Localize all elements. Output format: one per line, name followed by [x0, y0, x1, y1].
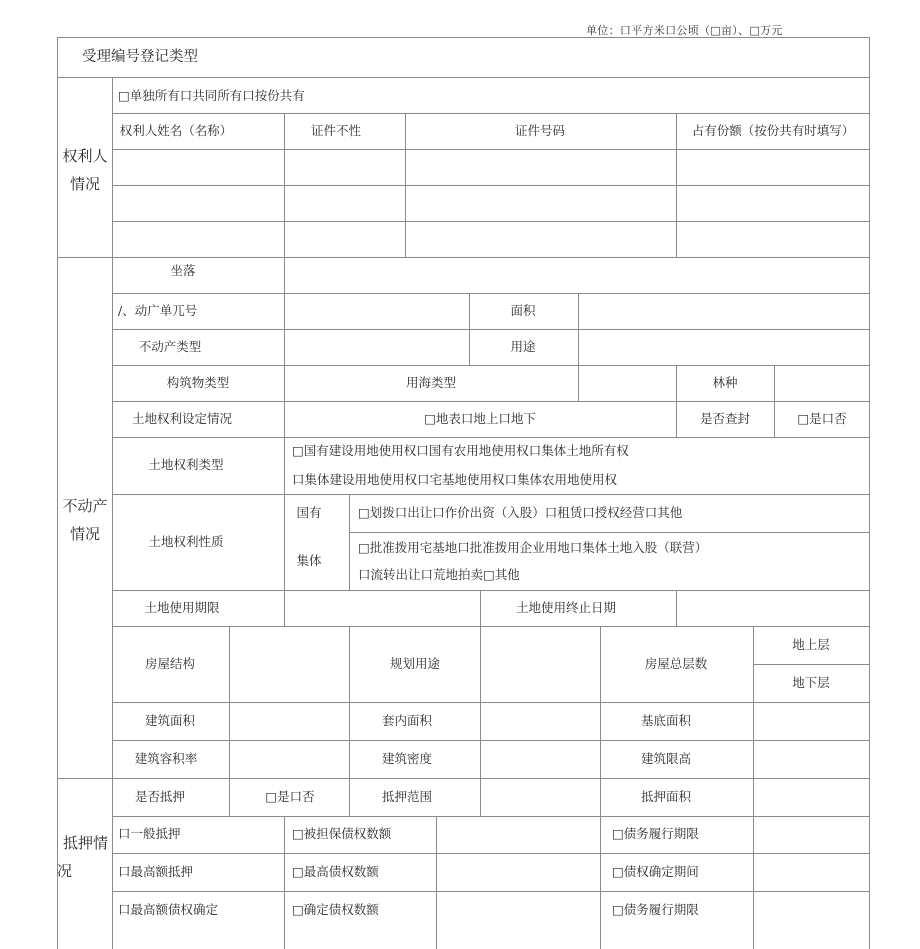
height-limit-label: 建筑限高 [640, 751, 692, 766]
owner-name-header: 权利人姓名（名称） [119, 123, 233, 138]
mortgage-area-label: 抵押面积 [640, 789, 692, 804]
seized-options[interactable]: □是口否 [797, 411, 847, 426]
max-claim-confirm-option[interactable]: 口最高额债权确定 [118, 902, 219, 917]
ownership-options[interactable]: □单独所有口共同所有口按份共有 [118, 88, 305, 103]
mortgage-section-label-line1: 抵押情 [63, 834, 109, 852]
area-label: 面积 [510, 303, 536, 318]
floors-below-label: 地下层 [792, 675, 830, 690]
max-claim-amount-option[interactable]: □最高债权数额 [292, 864, 379, 879]
cert-no-header: 证件号码 [514, 123, 566, 138]
general-mortgage-option[interactable]: 口一般抵押 [118, 826, 181, 841]
inner-area-label: 套内面积 [381, 713, 433, 728]
house-structure-label: 房屋结构 [144, 656, 196, 671]
seized-label: 是否查封 [699, 411, 751, 426]
land-use-term-label: 土地使用期限 [144, 600, 220, 615]
state-owned-options[interactable]: □划拨口出让口作价出资（入股）口租赁口授权经营口其他 [358, 505, 683, 520]
base-area-label: 基底面积 [640, 713, 692, 728]
collective-options-line2[interactable]: 口流转出让口荒地拍卖□其他 [358, 567, 520, 582]
collective-label: 集体 [296, 553, 322, 568]
usage-label: 用途 [510, 339, 536, 354]
claim-period-option[interactable]: □债权确定期间 [612, 864, 699, 879]
building-area-label: 建筑面积 [144, 713, 196, 728]
max-amount-mortgage-option[interactable]: 口最高额抵押 [118, 864, 194, 879]
property-section-label-line1: 不动产 [62, 497, 108, 515]
forest-type-label: 林种 [712, 375, 738, 390]
land-right-setting-options[interactable]: □地表口地上口地下 [424, 411, 536, 426]
owner-section-label-line2: 情况 [69, 175, 101, 193]
property-section-label-line2: 情况 [69, 525, 101, 543]
land-right-type-label: 土地权利类型 [148, 457, 224, 472]
collective-options-line1[interactable]: □批准拨用宅基地口批准拨用企业用地口集体土地入股（联营） [358, 540, 708, 555]
confirmed-amount-option[interactable]: □确定债权数额 [292, 902, 379, 917]
land-use-end-date-label: 土地使用终止日期 [515, 600, 617, 615]
structure-type-label: 构筑物类型 [166, 375, 230, 390]
location-label: 坐落 [170, 263, 196, 278]
property-type-label: 不动产类型 [138, 339, 202, 354]
mortgage-section-label-line2: 况 [57, 862, 73, 880]
building-density-label: 建筑密度 [381, 751, 433, 766]
outer-left-border [57, 37, 58, 949]
form-title: 受理编号登记类型 [82, 49, 198, 65]
outer-top-border [57, 37, 870, 38]
planned-use-label: 规划用途 [389, 656, 441, 671]
land-right-type-options-line2[interactable]: 口集体建设用地使用权口宅基地使用权口集体农用地使用权 [292, 472, 618, 487]
is-mortgaged-label: 是否抵押 [134, 789, 186, 804]
unit-note: 单位：口平方米口公顷（□亩）、□万元 [586, 24, 783, 37]
outer-right-border [869, 37, 870, 949]
floors-above-label: 地上层 [792, 637, 830, 652]
unit-no-label: /、动广单兀号 [118, 303, 198, 318]
land-right-type-options-line1[interactable]: □国有建设用地使用权口国有农用地使用权口集体土地所有权 [292, 443, 629, 458]
share-header: 占有份额（按份共有时填写） [691, 123, 855, 138]
is-mortgaged-options[interactable]: □是口否 [265, 789, 315, 804]
land-right-nature-label: 土地权利性质 [148, 534, 224, 549]
owner-section-label-line1: 权利人 [62, 147, 108, 165]
repay-term-option-2[interactable]: □债务履行期限 [612, 902, 699, 917]
state-owned-label: 国有 [296, 505, 322, 520]
mortgage-scope-label: 抵押范围 [381, 789, 433, 804]
secured-amount-option[interactable]: □被担保债权数额 [292, 826, 392, 841]
total-floors-label: 房屋总层数 [644, 656, 708, 671]
cert-type-header: 证件不性 [310, 123, 362, 138]
repay-term-option-1[interactable]: □债务履行期限 [612, 826, 699, 841]
sea-use-type-label: 用海类型 [405, 375, 457, 390]
floor-area-ratio-label: 建筑容积率 [134, 751, 198, 766]
land-right-setting-label: 土地权利设定情况 [131, 411, 233, 426]
